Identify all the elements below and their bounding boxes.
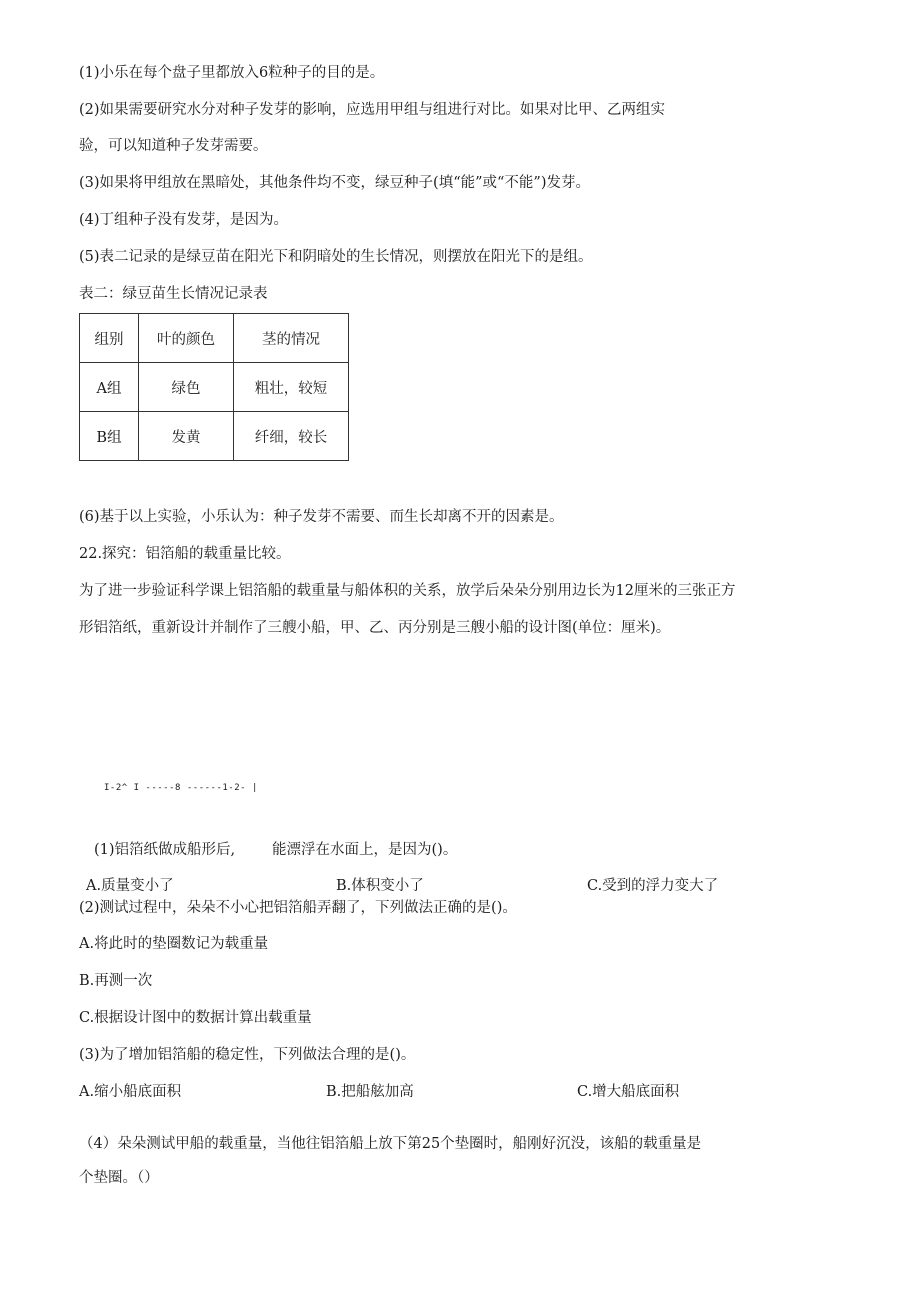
table-cell: 发黄 [139,412,234,461]
sub-question-1-option-a: A.质量变小了 [86,878,174,894]
sub-question-4-line2: 个垫圈。（） [79,1170,159,1186]
table-header-row [80,314,349,363]
sub-question-3: (3)为了增加铝箔船的稳定性，下列做法合理的是()。 [79,1047,416,1063]
sub-question-2-option-a: A.将此时的垫圈数记为载重量 [79,936,269,952]
growth-record-table [79,313,349,461]
figure-dimension-residue: I-2^ I -----8 ------1-2- | [104,783,258,793]
sub-question-1-option-c: C.受到的浮力变大了 [587,878,719,894]
sub-question-3-option-b: B.把船舷加高 [326,1084,414,1100]
sub-question-2-option-c: C.根据设计图中的数据计算出载重量 [79,1010,312,1026]
sub-question-1-right: 能漂浮在水面上，是因为()。 [272,842,458,858]
sub-question-4-line1: （4）朵朵测试甲船的载重量，当他往铝箔船上放下第25个垫圈时，船刚好沉没，该船的载重量是 [79,1136,702,1152]
table-title: 表二：绿豆苗生长情况记录表 [79,286,268,302]
table-header-cell: 茎的情况 [234,314,349,363]
question-6-4: (4)丁组种子没有发芽，是因为。 [79,212,289,228]
question-6-2-line2: 验，可以知道种子发芽需要。 [79,138,268,154]
table-cell: 绿色 [139,363,234,412]
sub-question-3-option-a: A.缩小船底面积 [79,1084,182,1100]
question-22-intro-line1: 为了进一步验证科学课上铝箔船的载重量与船体积的关系，放学后朵朵分别用边长为12厘米的三张正方 [79,583,736,599]
question-6-2-line1: (2)如果需要研究水分对种子发芽的影响，应选用甲组与组进行对比。如果对比甲、乙两组实 [79,102,666,118]
table-cell: B组 [80,412,139,461]
table-cell: A组 [80,363,139,412]
sub-question-2-option-b: B.再测一次 [79,973,153,989]
table-cell: 纤细，较长 [234,412,349,461]
table-header-cell: 组别 [80,314,139,363]
sub-question-3-option-c: C.增大船底面积 [577,1084,680,1100]
question-6-1: (1)小乐在每个盘子里都放入6粒种子的目的是。 [79,65,385,81]
question-6-3: (3)如果将甲组放在黑暗处，其他条件均不变，绿豆种子(填“能”或“不能”)发芽。 [79,175,591,191]
table-cell: 粗壮，较短 [234,363,349,412]
table-header-cell: 叶的颜色 [139,314,234,363]
sub-question-1-left: (1)铝箔纸做成船形后, [94,842,236,858]
table-row [80,412,349,461]
question-22-intro-line2: 形铝箔纸，重新设计并制作了三艘小船，甲、乙、丙分别是三艘小船的设计图(单位：厘米)。 [79,620,671,636]
table-row [80,363,349,412]
question-6-5: (5)表二记录的是绿豆苗在阳光下和阴暗处的生长情况，则摆放在阳光下的是组。 [79,249,593,265]
question-22-title: 22.探究：铝箔船的载重量比较。 [79,546,291,562]
question-6-6: (6)基于以上实验，小乐认为：种子发芽不需要、而生长却离不开的因素是。 [79,509,564,525]
sub-question-2: (2)测试过程中，朵朵不小心把铝箔船弄翻了，下列做法正确的是()。 [79,900,517,916]
sub-question-1-option-b: B.体积变小了 [336,878,424,894]
